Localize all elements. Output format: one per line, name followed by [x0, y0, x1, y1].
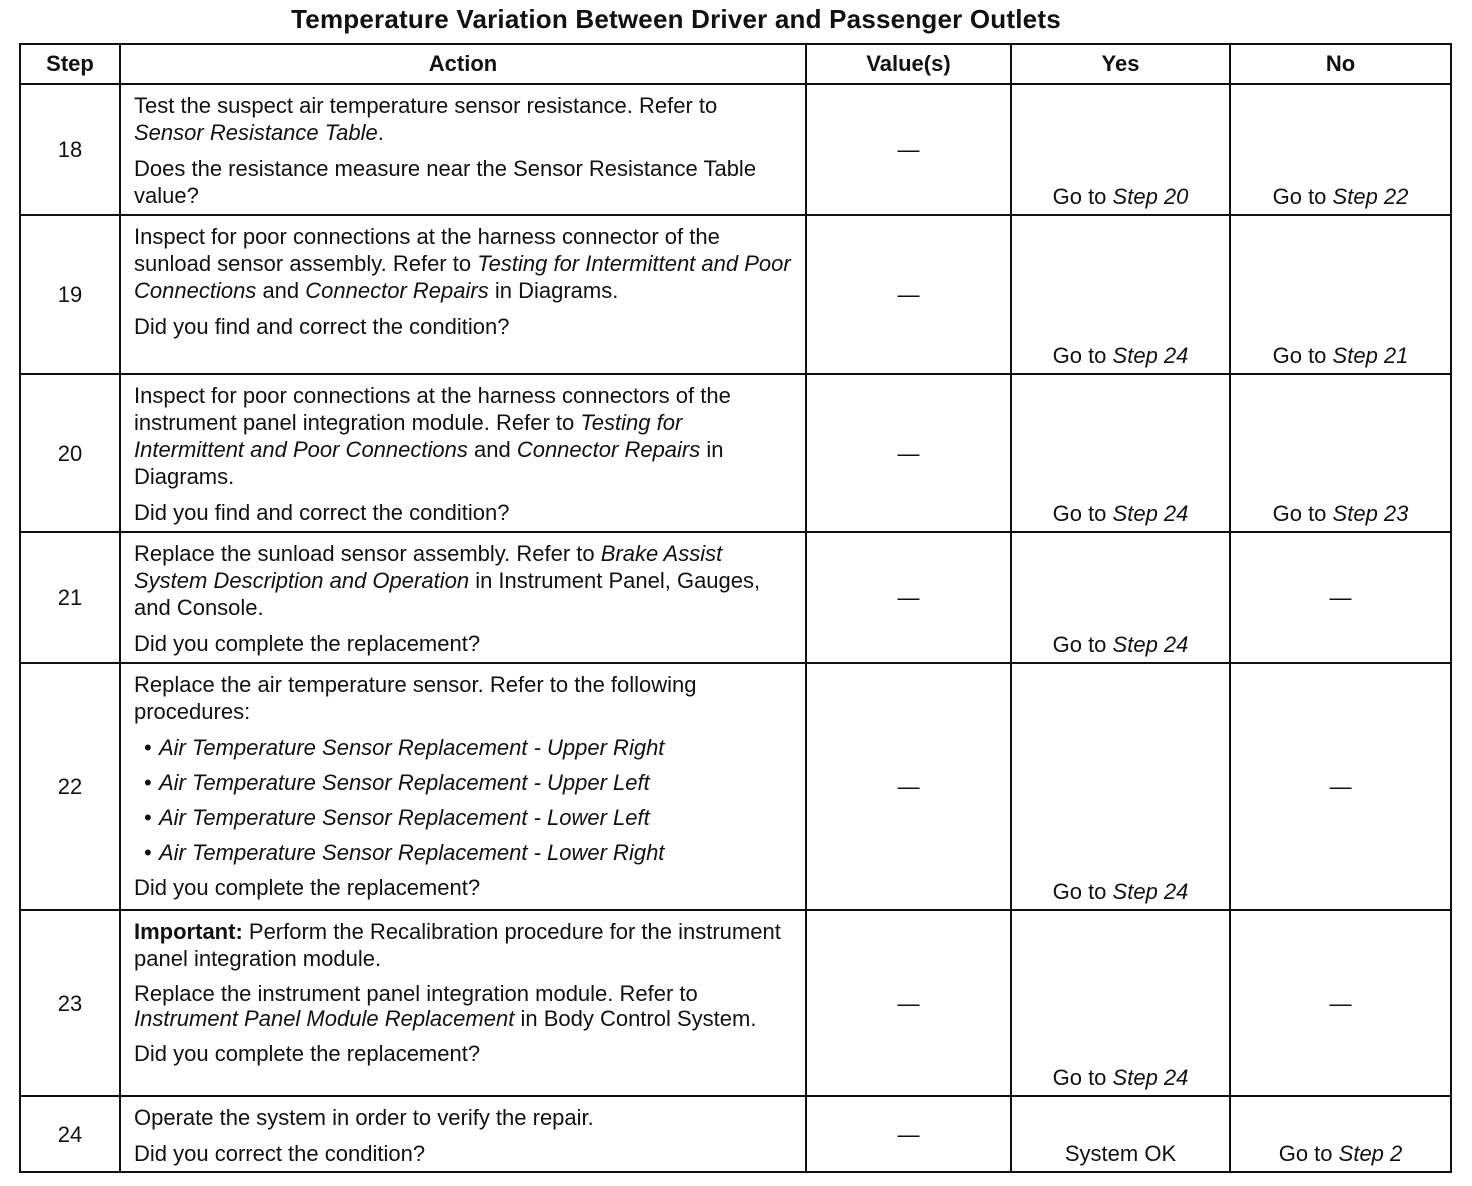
and-text: and — [262, 278, 300, 303]
value-cell: — — [806, 374, 1011, 532]
procedure-reference: Air Temperature Sensor Replacement - Upper Left — [159, 770, 650, 795]
action-text: Inspect for poor connections at the harness connectors of the instrument panel integration module. Refer to — [134, 383, 731, 435]
yes-step-ref: Step 24 — [1112, 343, 1189, 368]
no-cell: — — [1230, 532, 1451, 663]
action-cell — [120, 1096, 806, 1172]
action-text: Inspect for poor connections at the harness connector of the sunload sensor assembly. Refer to — [134, 224, 720, 276]
reference-link: Connector Repairs — [516, 437, 701, 462]
action-text: Replace the air temperature sensor. Refer to the following procedures: — [134, 672, 697, 724]
go-to-label: Go to — [1052, 879, 1107, 904]
go-to-label: Go to — [1272, 343, 1327, 368]
table-row — [20, 215, 1451, 374]
go-to-label: Go to — [1272, 501, 1327, 526]
list-item — [134, 734, 793, 761]
table-row — [20, 84, 1451, 215]
location-text: in Diagrams. — [134, 437, 724, 489]
header-action: Action — [120, 44, 806, 84]
action-cell — [120, 663, 806, 910]
yes-cell — [1011, 84, 1230, 215]
list-item — [134, 839, 793, 866]
no-step-ref: Step 2 — [1338, 1141, 1403, 1166]
reference-link: Testing for Intermittent and Poor Connections — [134, 251, 791, 303]
step-number: 20 — [20, 374, 120, 532]
question-text: Does the resistance measure near the Sensor Resistance Table value? — [134, 156, 757, 208]
procedure-list — [134, 734, 793, 866]
yes-step-ref: Step 24 — [1112, 501, 1189, 526]
action-cell — [120, 532, 806, 663]
list-item — [134, 804, 793, 831]
header-yes: Yes — [1011, 44, 1230, 84]
yes-cell — [1011, 374, 1230, 532]
no-step-ref: Step 22 — [1332, 184, 1409, 209]
yes-cell — [1011, 910, 1230, 1096]
location-text: in Instrument Panel, Gauges, and Console. — [134, 568, 761, 620]
step-number: 23 — [20, 910, 120, 1096]
action-cell — [120, 374, 806, 532]
yes-step-ref: Step 24 — [1112, 1065, 1189, 1090]
yes-step-ref: Step 24 — [1112, 632, 1189, 657]
important-text: Perform the Recalibration procedure for the instrument panel integration module. — [134, 919, 781, 971]
header-no: No — [1230, 44, 1451, 84]
value-cell: — — [806, 532, 1011, 663]
question-text: Did you find and correct the condition? — [134, 500, 510, 525]
table-row — [20, 663, 1451, 910]
table-row — [20, 1096, 1451, 1172]
go-to-label: Go to — [1052, 343, 1107, 368]
go-to-label: Go to — [1272, 184, 1327, 209]
no-cell: — — [1230, 663, 1451, 910]
header-step: Step — [20, 44, 120, 84]
no-cell — [1230, 1096, 1451, 1172]
go-to-label: Go to — [1278, 1141, 1333, 1166]
action-cell — [120, 215, 806, 374]
value-cell: — — [806, 1096, 1011, 1172]
question-text: Did you complete the replacement? — [134, 631, 481, 656]
go-to-label: Go to — [1052, 184, 1107, 209]
list-item — [134, 769, 793, 796]
go-to-label: Go to — [1052, 501, 1107, 526]
step-number: 21 — [20, 532, 120, 663]
action-cell — [120, 910, 806, 1096]
action-cell: Test the suspect air temperature sensor resistance. Refer to Sensor Resistance Table. Does the resistance measure near the Sensor Resistance Table value? — [120, 84, 806, 215]
question-text: Did you complete the replacement? — [134, 875, 481, 900]
yes-cell — [1011, 215, 1230, 374]
procedure-reference: Air Temperature Sensor Replacement - Upper Right — [159, 735, 665, 760]
yes-cell: System OK — [1011, 1096, 1230, 1172]
no-cell — [1230, 215, 1451, 374]
value-cell: — — [806, 84, 1011, 215]
page-title: Temperature Variation Between Driver and Passenger Outlets — [291, 4, 1061, 34]
no-step-ref: Step 23 — [1332, 501, 1409, 526]
diagnostic-table — [19, 43, 1452, 1173]
go-to-label: Go to — [1052, 632, 1107, 657]
step-number: 18 — [20, 84, 120, 215]
header-row — [20, 44, 1451, 84]
step-number: 19 — [20, 215, 120, 374]
value-cell: — — [806, 215, 1011, 374]
action-text: Test the suspect air temperature sensor resistance. Refer to — [134, 93, 718, 118]
step-number: 24 — [20, 1096, 120, 1172]
no-cell — [1230, 374, 1451, 532]
action-text: Replace the sunload sensor assembly. Refer to — [134, 541, 595, 566]
procedure-reference: Air Temperature Sensor Replacement - Lower Left — [159, 805, 650, 830]
yes-step-ref: Step 20 — [1112, 184, 1189, 209]
question-text: Did you correct the condition? — [134, 1141, 426, 1166]
no-cell — [1230, 84, 1451, 215]
value-cell: — — [806, 663, 1011, 910]
no-cell: — — [1230, 910, 1451, 1096]
yes-cell — [1011, 663, 1230, 910]
reference-link: Instrument Panel Module Replacement — [134, 1006, 515, 1031]
table-row — [20, 910, 1451, 1096]
and-text: and — [473, 437, 511, 462]
no-step-ref: Step 21 — [1332, 343, 1409, 368]
action-text: Operate the system in order to verify the repair. — [134, 1105, 594, 1130]
location-text: in Body Control System. — [520, 1006, 757, 1031]
action-text: Replace the instrument panel integration module. Refer to — [134, 981, 698, 1006]
procedure-reference: Air Temperature Sensor Replacement - Lower Right — [159, 840, 665, 865]
reference-link: Connector Repairs — [305, 278, 489, 303]
important-label: Important: — [134, 919, 243, 944]
question-text: Did you find and correct the condition? — [134, 314, 510, 339]
header-values: Value(s) — [806, 44, 1011, 84]
question-text: Did you complete the replacement? — [134, 1041, 481, 1066]
go-to-label: Go to — [1052, 1065, 1107, 1090]
step-number: 22 — [20, 663, 120, 910]
yes-cell — [1011, 532, 1230, 663]
reference-link: Brake Assist System Description and Operation — [134, 541, 723, 593]
table-row — [20, 374, 1451, 532]
value-cell: — — [806, 910, 1011, 1096]
reference-link: Sensor Resistance Table — [134, 120, 378, 145]
yes-step-ref: Step 24 — [1112, 879, 1189, 904]
table-row — [20, 532, 1451, 663]
location-text: in Diagrams. — [494, 278, 619, 303]
reference-link: Testing for Intermittent and Poor Connections — [134, 410, 683, 462]
